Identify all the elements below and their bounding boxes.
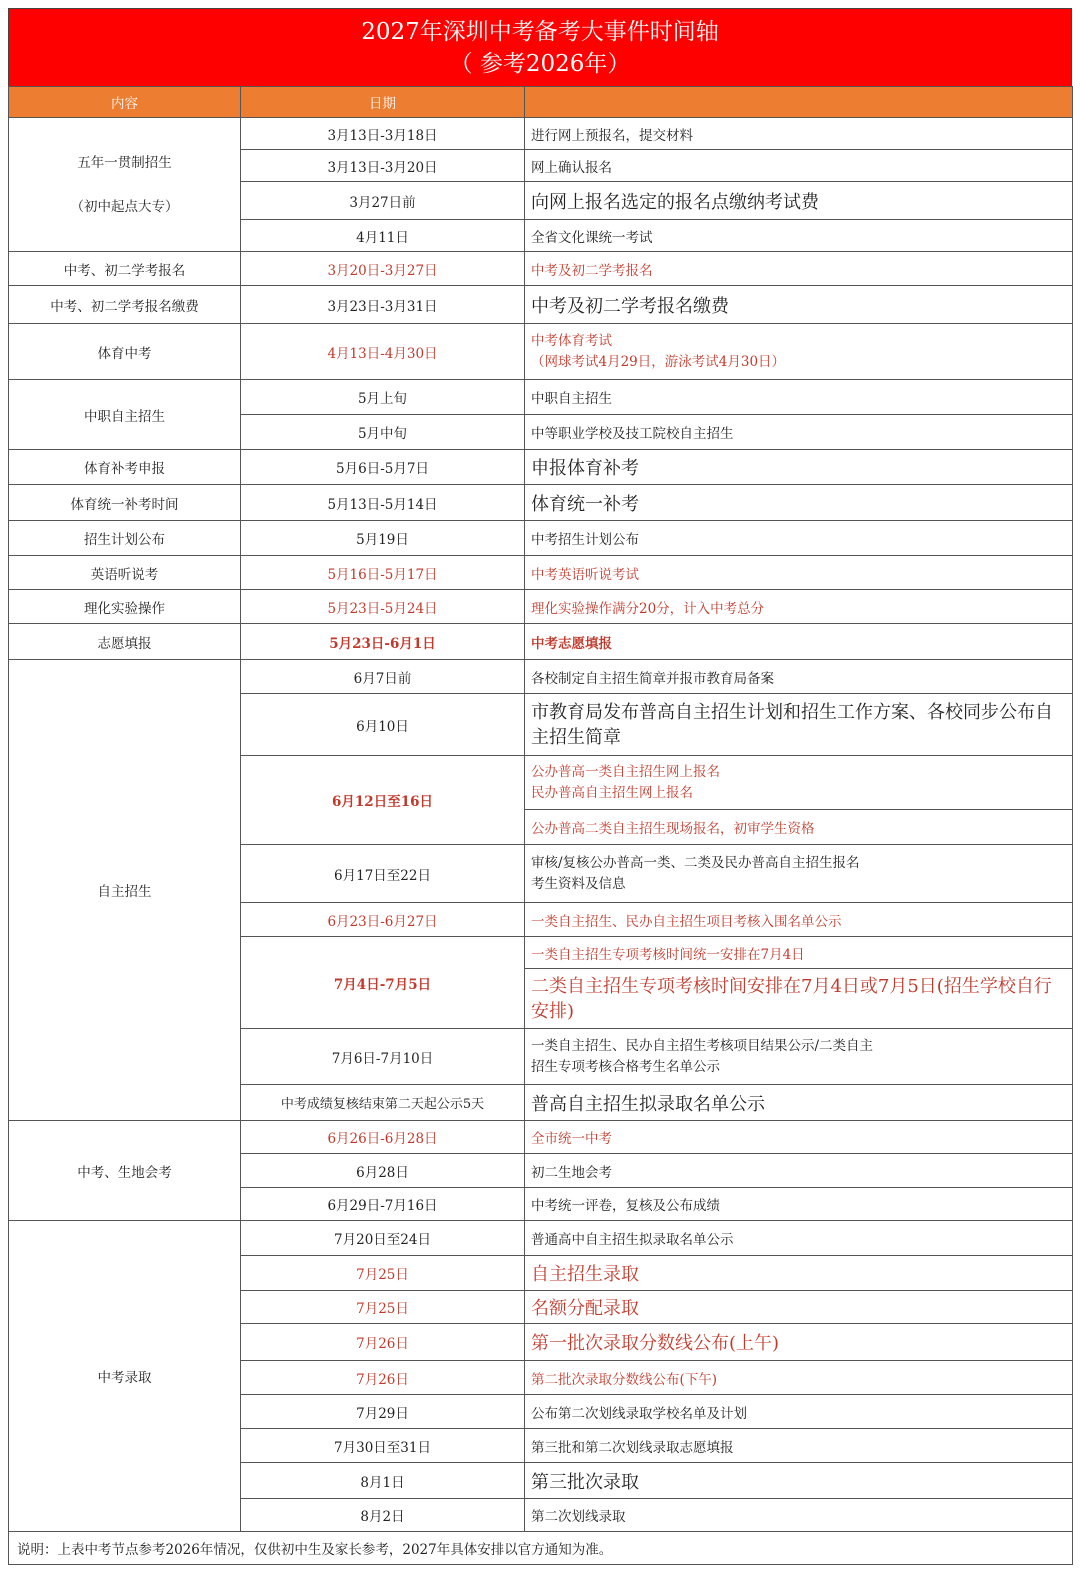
desc-cell: 自主招生录取	[525, 1256, 1073, 1291]
table-row	[9, 660, 1073, 694]
date-cell: 5月6日-5月7日	[241, 450, 525, 485]
desc-cell: 各校制定自主招生简章并报市教育局备案	[525, 660, 1073, 694]
desc-cell: 普高自主招生拟录取名单公示	[525, 1085, 1073, 1121]
date-cell: 7月26日	[241, 1361, 525, 1395]
group-label: 体育中考	[9, 324, 241, 380]
date-cell: 7月30日至31日	[241, 1429, 525, 1463]
date-cell: 5月23日-5月24日	[241, 590, 525, 624]
page-title: 2027年深圳中考备考大事件时间轴	[361, 19, 719, 45]
desc-cell: 理化实验操作满分20分，计入中考总分	[525, 590, 1073, 624]
footnote: 说明：上表中考节点参考2026年情况，仅供初中生及家长参考，2027年具体安排以官方通知为准。	[9, 1532, 1073, 1565]
date-cell: 7月25日	[241, 1291, 525, 1324]
desc-cell: 一类自主招生、民办自主招生考核项目结果公示/二类自主 招生专项考核合格考生名单公示	[525, 1029, 1073, 1085]
desc-cell: 中等职业学校及技工院校自主招生	[525, 415, 1073, 450]
desc-cell: 第三批次录取	[525, 1463, 1073, 1499]
date-cell: 6月23日-6月27日	[241, 903, 525, 937]
desc-cell: 中考招生计划公布	[525, 521, 1073, 556]
date-cell: 8月2日	[241, 1499, 525, 1532]
date-cell: 6月17日至22日	[241, 845, 525, 903]
date-cell: 3月23日-3月31日	[241, 286, 525, 324]
desc-cell: 全市统一中考	[525, 1121, 1073, 1154]
timeline-document	[8, 8, 1072, 1565]
desc-cell: 一类自主招生、民办自主招生项目考核入围名单公示	[525, 903, 1073, 937]
date-cell: 5月16日-5月17日	[241, 556, 525, 590]
desc-cell: 审核/复核公办普高一类、二类及民办普高自主招生报名 考生资料及信息	[525, 845, 1073, 903]
group-label-five-year: 五年一贯制招生 （初中起点大专）	[9, 118, 241, 252]
group-label: 理化实验操作	[9, 590, 241, 624]
table-row	[9, 556, 1073, 590]
date-cell: 6月28日	[241, 1154, 525, 1188]
desc-cell: 第二批次录取分数线公布(下午)	[525, 1361, 1073, 1395]
page-subtitle: （ 参考2026年）	[449, 51, 631, 77]
date-cell: 7月6日-7月10日	[241, 1029, 525, 1085]
table-row	[9, 252, 1073, 286]
group-label: 志愿填报	[9, 624, 241, 660]
group-label: 中考、生地会考	[9, 1121, 241, 1221]
table-row	[9, 380, 1073, 415]
date-cell: 5月中旬	[241, 415, 525, 450]
desc-cell: 公办普高二类自主招生现场报名，初审学生资格	[525, 810, 1073, 845]
desc-cell: 中考及初二学考报名缴费	[525, 286, 1073, 324]
title-banner	[8, 8, 1072, 86]
table-row	[9, 521, 1073, 556]
date-cell: 4月13日-4月30日	[241, 324, 525, 380]
date-cell: 7月25日	[241, 1256, 525, 1291]
desc-cell: 中考及初二学考报名	[525, 252, 1073, 286]
desc-cell: 体育统一补考	[525, 485, 1073, 521]
date-cell: 7月29日	[241, 1395, 525, 1429]
date-cell: 6月12日至16日	[241, 756, 525, 845]
desc-cell: 市教育局发布普高自主招生计划和招生工作方案、各校同步公布自主招生简章	[525, 694, 1073, 756]
header-date: 日期	[241, 87, 525, 118]
date-cell: 6月29日-7月16日	[241, 1188, 525, 1221]
group-label: 体育补考申报	[9, 450, 241, 485]
date-cell: 中考成绩复核结束第二天起公示5天	[241, 1085, 525, 1121]
date-cell: 5月19日	[241, 521, 525, 556]
desc-cell: 第一批次录取分数线公布(上午)	[525, 1324, 1073, 1361]
desc-cell: 名额分配录取	[525, 1291, 1073, 1324]
desc-cell: 申报体育补考	[525, 450, 1073, 485]
group-label: 中考、初二学考报名	[9, 252, 241, 286]
desc-cell: 第三批和第二次划线录取志愿填报	[525, 1429, 1073, 1463]
desc-cell: 公布第二次划线录取学校名单及计划	[525, 1395, 1073, 1429]
group-label: 中职自主招生	[9, 380, 241, 450]
date-cell: 8月1日	[241, 1463, 525, 1499]
table-row	[9, 590, 1073, 624]
timeline-table	[8, 86, 1073, 1565]
desc-cell: 中考英语听说考试	[525, 556, 1073, 590]
table-row	[9, 118, 1073, 150]
table-row	[9, 624, 1073, 660]
date-cell: 7月20日至24日	[241, 1221, 525, 1256]
desc-cell: 网上确认报名	[525, 150, 1073, 182]
desc-cell: 公办普高一类自主招生网上报名 民办普高自主招生网上报名	[525, 756, 1073, 810]
desc-cell: 中考体育考试 （网球考试4月29日，游泳考试4月30日）	[525, 324, 1073, 380]
table-row	[9, 485, 1073, 521]
desc-cell: 一类自主招生专项考核时间统一安排在7月4日	[525, 937, 1073, 969]
group-label: 体育统一补考时间	[9, 485, 241, 521]
group-label: 招生计划公布	[9, 521, 241, 556]
desc-cell: 普通高中自主招生拟录取名单公示	[525, 1221, 1073, 1256]
desc-cell: 中职自主招生	[525, 380, 1073, 415]
table-row	[9, 286, 1073, 324]
date-cell: 6月7日前	[241, 660, 525, 694]
desc-cell: 第二次划线录取	[525, 1499, 1073, 1532]
table-row	[9, 324, 1073, 380]
desc-cell: 中考统一评卷，复核及公布成绩	[525, 1188, 1073, 1221]
desc-cell: 进行网上预报名，提交材料	[525, 118, 1073, 150]
date-cell: 7月26日	[241, 1324, 525, 1361]
table-row	[9, 1121, 1073, 1154]
date-cell: 4月11日	[241, 220, 525, 252]
date-cell: 3月20日-3月27日	[241, 252, 525, 286]
desc-cell: 中考志愿填报	[525, 624, 1073, 660]
group-label: 中考、初二学考报名缴费	[9, 286, 241, 324]
group-label: 中考录取	[9, 1221, 241, 1532]
group-label: 英语听说考	[9, 556, 241, 590]
note-row	[9, 1532, 1073, 1565]
table-header-row	[9, 87, 1073, 118]
desc-cell: 向网上报名选定的报名点缴纳考试费	[525, 182, 1073, 220]
date-cell: 7月4日-7月5日	[241, 937, 525, 1029]
date-cell: 5月13日-5月14日	[241, 485, 525, 521]
desc-cell: 二类自主招生专项考核时间安排在7月4日或7月5日(招生学校自行安排)	[525, 969, 1073, 1029]
date-cell: 5月上旬	[241, 380, 525, 415]
date-cell: 6月26日-6月28日	[241, 1121, 525, 1154]
header-detail	[525, 87, 1073, 118]
group-label: 自主招生	[9, 660, 241, 1121]
table-row	[9, 1221, 1073, 1256]
date-cell: 3月13日-3月18日	[241, 118, 525, 150]
date-cell: 6月10日	[241, 694, 525, 756]
table-row	[9, 450, 1073, 485]
desc-cell: 初二生地会考	[525, 1154, 1073, 1188]
header-content: 内容	[9, 87, 241, 118]
date-cell: 5月23日-6月1日	[241, 624, 525, 660]
desc-cell: 全省文化课统一考试	[525, 220, 1073, 252]
date-cell: 3月27日前	[241, 182, 525, 220]
date-cell: 3月13日-3月20日	[241, 150, 525, 182]
